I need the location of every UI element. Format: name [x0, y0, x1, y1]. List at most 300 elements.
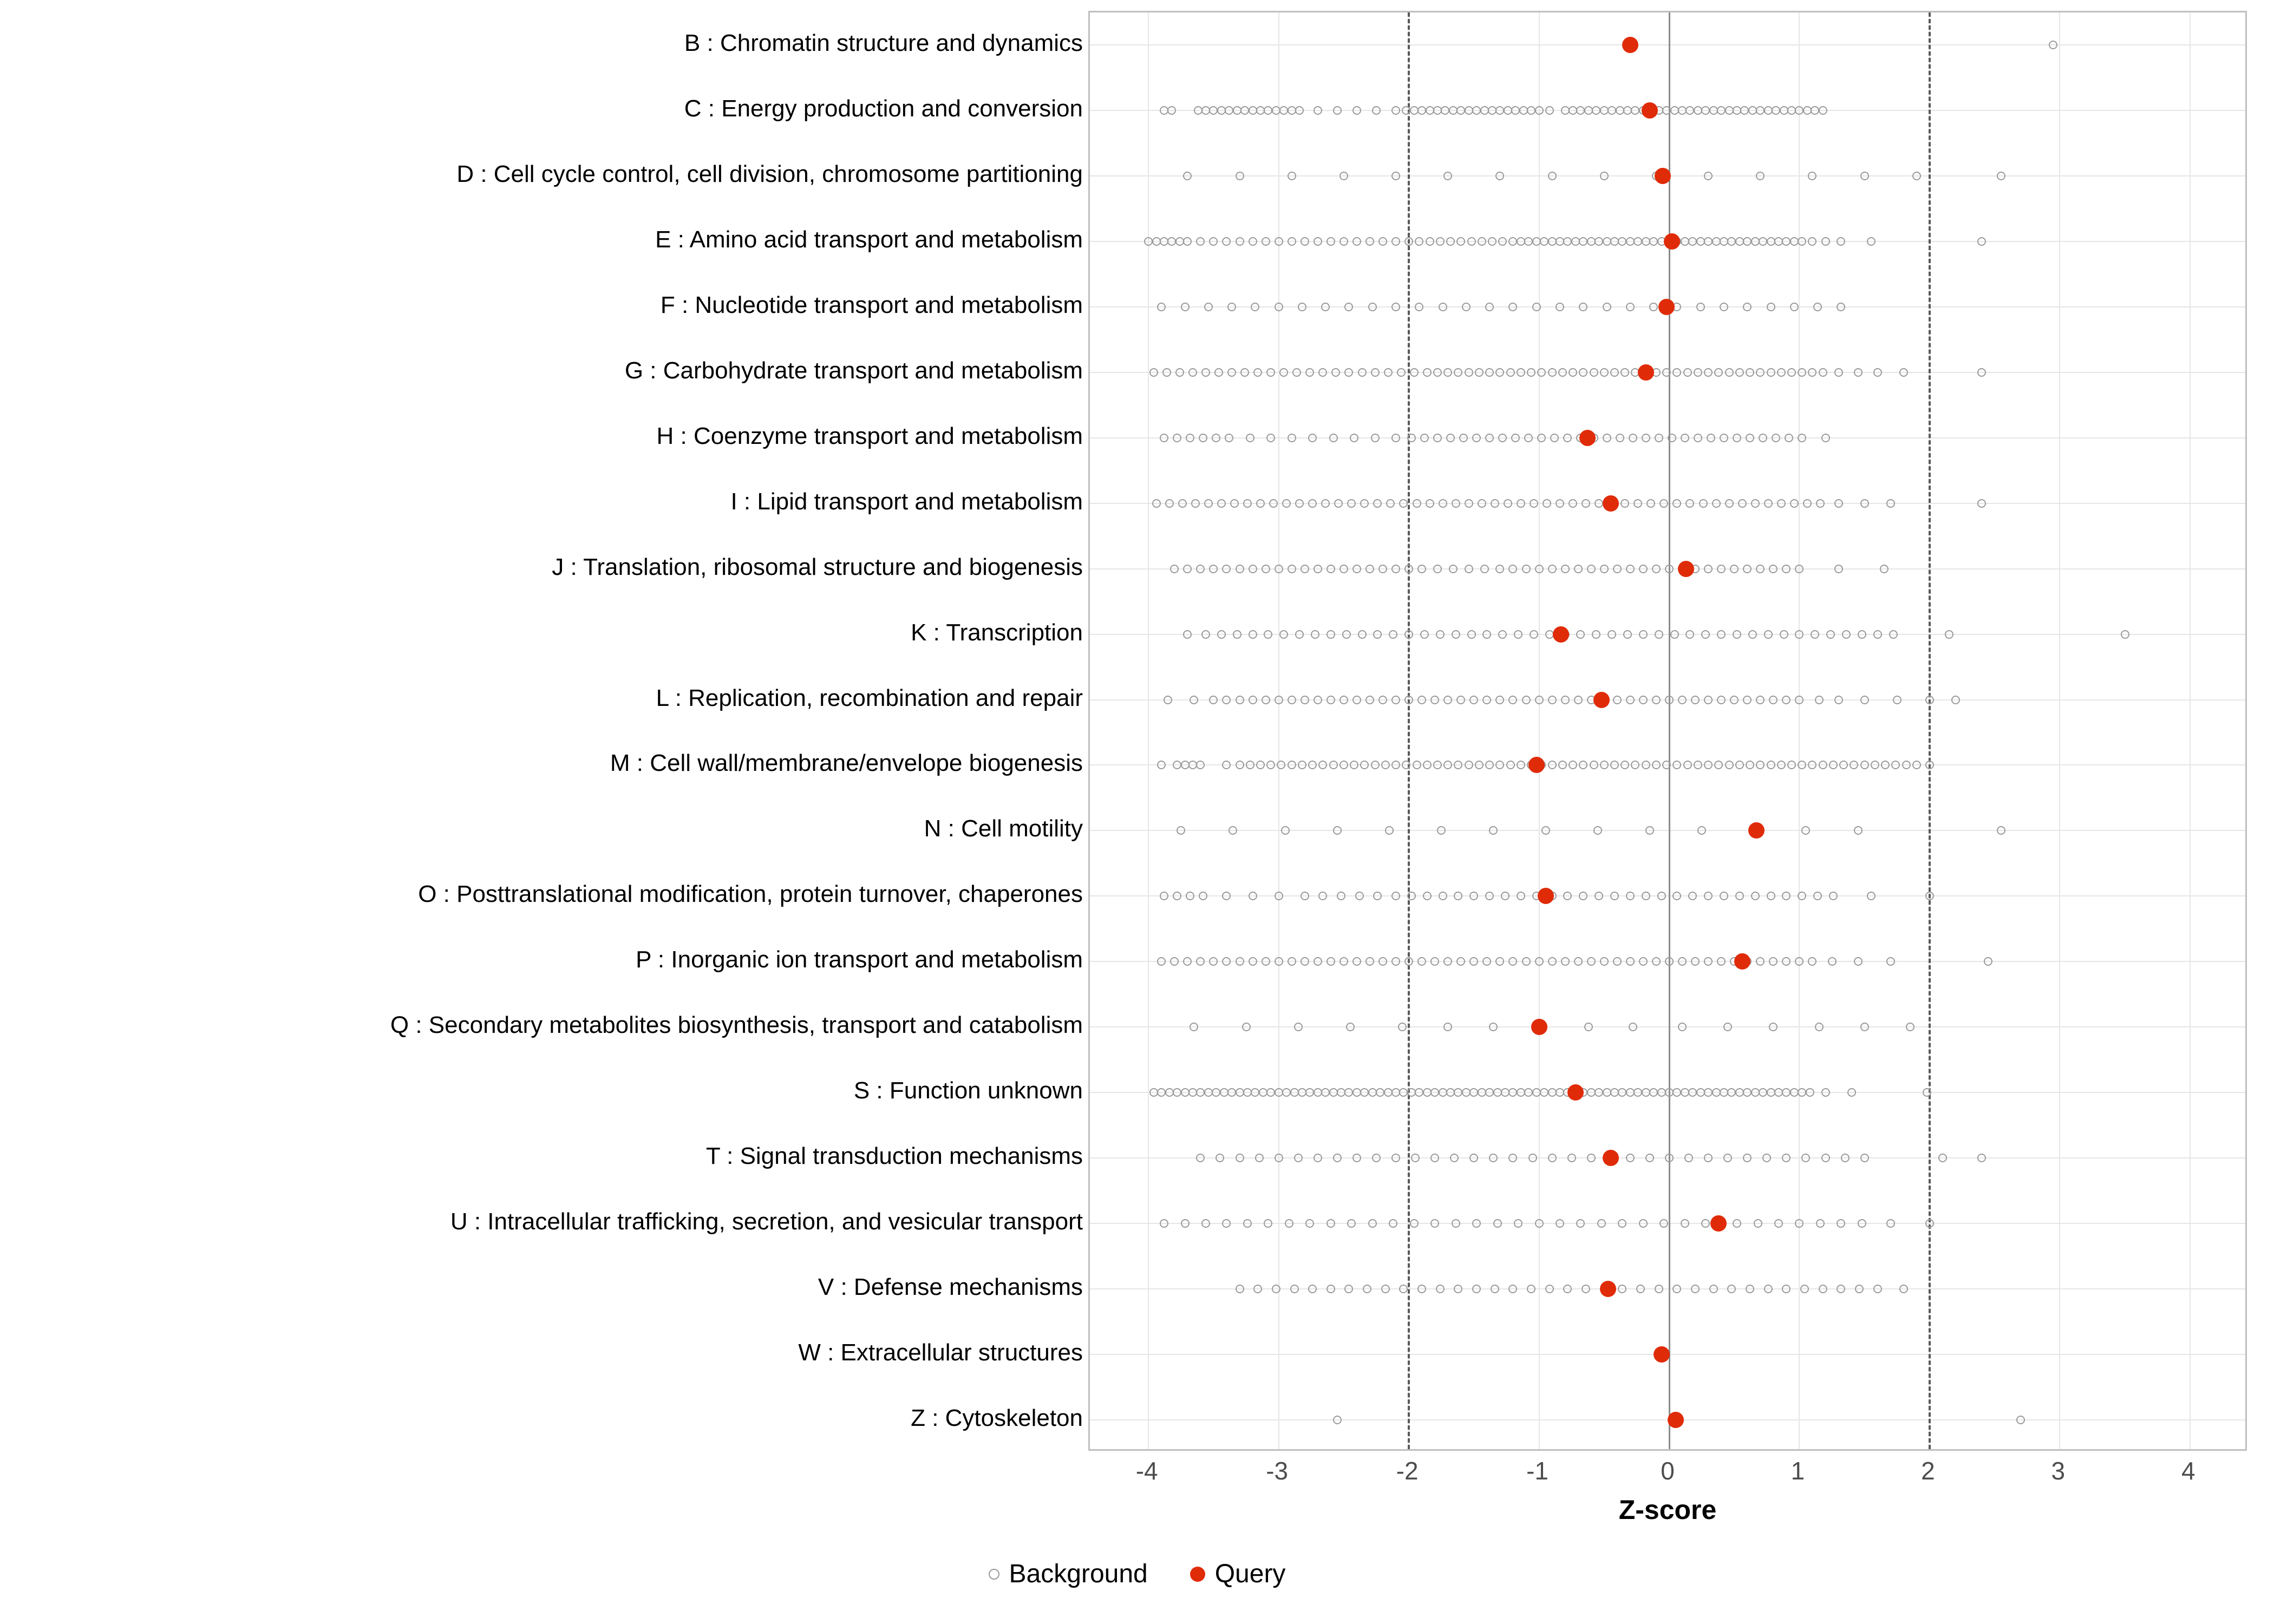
query-point — [1710, 1215, 1727, 1232]
background-point — [1600, 368, 1609, 377]
background-point — [1808, 368, 1816, 377]
background-point — [1764, 499, 1773, 508]
background-point — [1321, 499, 1330, 508]
background-point — [1436, 1285, 1445, 1293]
background-point — [1318, 761, 1327, 769]
background-point — [1725, 499, 1734, 508]
background-point — [1295, 106, 1304, 115]
reference-line-2 — [1929, 12, 1931, 1449]
background-point — [1511, 106, 1520, 115]
background-point — [1201, 630, 1210, 639]
background-point — [1456, 696, 1465, 704]
background-point — [1433, 368, 1442, 377]
background-point — [1819, 1285, 1827, 1293]
background-point — [1587, 957, 1596, 966]
background-point — [1269, 499, 1278, 508]
background-point — [1587, 565, 1596, 573]
background-point — [1467, 237, 1476, 246]
background-point — [1417, 106, 1426, 115]
background-point — [1694, 761, 1702, 769]
background-point — [1652, 565, 1661, 573]
background-point — [1344, 368, 1353, 377]
background-point — [1834, 499, 1843, 508]
background-point — [1798, 892, 1806, 900]
background-point — [1465, 761, 1473, 769]
background-point — [1782, 1285, 1791, 1293]
grid-line-vertical — [1799, 12, 1800, 1449]
background-point — [1285, 1219, 1293, 1228]
background-point — [1704, 1088, 1713, 1097]
background-point — [1579, 892, 1587, 900]
query-point — [1593, 692, 1610, 708]
background-point — [1592, 630, 1600, 639]
background-point — [1522, 565, 1531, 573]
background-point — [1333, 1416, 1342, 1424]
background-point — [1550, 434, 1559, 442]
background-point — [1373, 499, 1382, 508]
background-point — [1798, 368, 1806, 377]
background-point — [1743, 303, 1752, 311]
background-point — [2121, 630, 2129, 639]
background-point — [1495, 957, 1504, 966]
background-point — [1756, 696, 1765, 704]
background-point — [1423, 761, 1432, 769]
background-point — [1423, 368, 1432, 377]
background-point — [1314, 1154, 1322, 1162]
background-point — [1563, 1285, 1572, 1293]
background-point — [1262, 696, 1270, 704]
background-point — [1350, 434, 1358, 442]
background-point — [1294, 1154, 1303, 1162]
background-point — [1530, 630, 1538, 639]
background-point — [1759, 434, 1767, 442]
query-point — [1748, 822, 1765, 839]
background-point — [1582, 499, 1590, 508]
background-point — [1165, 499, 1174, 508]
background-point — [1548, 368, 1557, 377]
background-point — [1694, 434, 1702, 442]
background-point — [1373, 630, 1382, 639]
background-point — [1704, 565, 1713, 573]
category-label: P : Inorganic ion transport and metabolism — [636, 946, 1083, 973]
background-point — [1378, 565, 1387, 573]
background-point — [1508, 696, 1517, 704]
category-label: V : Defense mechanisms — [818, 1273, 1083, 1300]
background-point — [1756, 368, 1765, 377]
background-point — [1600, 172, 1609, 180]
background-point — [1508, 303, 1517, 311]
background-point — [1815, 1023, 1824, 1031]
background-point — [1665, 957, 1674, 966]
background-point — [1236, 1285, 1244, 1293]
background-point — [1626, 565, 1635, 573]
background-point — [1681, 434, 1689, 442]
background-point — [1288, 761, 1296, 769]
background-point — [1636, 1285, 1645, 1293]
background-point — [1201, 368, 1210, 377]
background-point — [1225, 434, 1233, 442]
background-point — [1540, 237, 1548, 246]
background-point — [1925, 696, 1934, 704]
query-point — [1531, 1019, 1547, 1035]
background-point — [1204, 499, 1213, 508]
background-point — [1236, 237, 1244, 246]
background-point — [1255, 1154, 1264, 1162]
background-point — [1769, 565, 1778, 573]
background-point — [1639, 696, 1648, 704]
legend-label-background: Background — [1009, 1560, 1148, 1588]
background-point — [1642, 761, 1650, 769]
background-point — [1411, 1154, 1420, 1162]
background-point — [1371, 368, 1380, 377]
background-point — [1672, 499, 1681, 508]
background-point — [1639, 565, 1648, 573]
background-point — [1314, 237, 1322, 246]
background-point — [1417, 1285, 1426, 1293]
background-point — [1772, 434, 1780, 442]
background-point — [1209, 565, 1218, 573]
background-point — [1196, 565, 1205, 573]
background-point — [1243, 499, 1252, 508]
background-point — [1645, 826, 1654, 835]
background-point — [1756, 172, 1765, 180]
background-point — [1645, 1154, 1654, 1162]
background-point — [1181, 1219, 1190, 1228]
background-point — [1233, 630, 1241, 639]
x-axis-title: Z-score — [1618, 1495, 1717, 1525]
background-point — [1365, 696, 1374, 704]
background-point — [1222, 892, 1231, 900]
background-point — [1209, 957, 1218, 966]
background-point — [1443, 696, 1452, 704]
background-point — [1717, 696, 1726, 704]
background-point — [1626, 696, 1635, 704]
background-point — [1723, 1154, 1732, 1162]
background-point — [1417, 696, 1426, 704]
category-label: L : Replication, recombination and repair — [656, 684, 1083, 711]
background-point — [1691, 957, 1700, 966]
query-point — [1567, 1084, 1584, 1101]
background-point — [1346, 1023, 1355, 1031]
background-point — [1275, 696, 1283, 704]
background-point — [1301, 957, 1309, 966]
grid-line-vertical — [1148, 12, 1149, 1449]
background-point — [1305, 1088, 1314, 1097]
category-label: J : Translation, ribosomal structure and biogenesis — [552, 553, 1083, 580]
background-point — [1808, 172, 1816, 180]
background-point — [2049, 41, 2057, 49]
background-point — [1837, 1285, 1845, 1293]
background-point — [1485, 761, 1494, 769]
background-point — [1222, 1219, 1231, 1228]
background-point — [1417, 565, 1426, 573]
background-point — [1164, 696, 1172, 704]
background-point — [1242, 1023, 1251, 1031]
background-point — [1517, 892, 1525, 900]
background-point — [1389, 1219, 1397, 1228]
background-point — [1756, 106, 1765, 115]
background-point — [1618, 1219, 1626, 1228]
background-point — [1735, 761, 1744, 769]
background-point — [1756, 957, 1765, 966]
background-point — [1746, 368, 1754, 377]
background-point — [1860, 172, 1869, 180]
background-point — [1668, 434, 1676, 442]
background-point — [1436, 237, 1445, 246]
background-point — [1610, 761, 1619, 769]
background-point — [1785, 434, 1793, 442]
background-point — [1489, 1154, 1498, 1162]
background-point — [1977, 499, 1986, 508]
category-axis-labels — [22, 11, 1083, 1451]
background-point — [1436, 630, 1445, 639]
background-point — [1808, 237, 1816, 246]
background-point — [1225, 106, 1233, 115]
background-point — [1485, 303, 1494, 311]
background-point — [1655, 434, 1663, 442]
background-point — [1339, 172, 1348, 180]
category-label: Z : Cytoskeleton — [911, 1404, 1083, 1431]
category-label: K : Transcription — [911, 619, 1083, 646]
background-point — [1854, 826, 1863, 835]
background-point — [1925, 892, 1934, 900]
background-point — [1834, 565, 1843, 573]
background-point — [1327, 565, 1335, 573]
background-point — [1498, 630, 1507, 639]
background-point — [1584, 1023, 1593, 1031]
background-point — [1720, 892, 1728, 900]
background-point — [1262, 237, 1270, 246]
background-point — [1462, 303, 1471, 311]
grid-line-horizontal — [1090, 1288, 2245, 1289]
reference-line-0 — [1669, 12, 1670, 1449]
x-tick-label: -4 — [1135, 1457, 1158, 1485]
background-point — [1498, 434, 1507, 442]
background-point — [1837, 303, 1845, 311]
background-point — [1733, 1219, 1741, 1228]
background-point — [1620, 499, 1629, 508]
background-point — [1704, 1154, 1713, 1162]
background-point — [1162, 368, 1171, 377]
background-point — [1699, 499, 1708, 508]
background-point — [1545, 106, 1554, 115]
background-point — [1743, 237, 1752, 246]
query-point — [1603, 1150, 1619, 1166]
background-point — [1688, 1088, 1697, 1097]
background-point — [1579, 237, 1587, 246]
background-point — [1288, 957, 1296, 966]
background-point — [1563, 434, 1572, 442]
background-point — [1545, 1285, 1554, 1293]
background-point — [1639, 630, 1648, 639]
background-point — [1535, 957, 1544, 966]
background-point — [1386, 499, 1395, 508]
background-point — [1391, 565, 1400, 573]
background-point — [1886, 499, 1895, 508]
background-point — [1517, 368, 1525, 377]
background-point — [1595, 499, 1603, 508]
background-point — [1819, 106, 1827, 115]
background-point — [1279, 630, 1288, 639]
background-point — [1543, 499, 1551, 508]
background-point — [1372, 106, 1381, 115]
background-point — [1204, 303, 1213, 311]
grid-line-vertical — [2190, 12, 2191, 1449]
background-point — [1688, 237, 1697, 246]
background-point — [1339, 565, 1348, 573]
background-point — [1495, 761, 1504, 769]
background-point — [1443, 761, 1452, 769]
background-point — [1264, 630, 1272, 639]
background-point — [1157, 303, 1166, 311]
query-point — [1654, 1346, 1670, 1363]
background-point — [1222, 696, 1231, 704]
category-label: S : Function unknown — [853, 1077, 1083, 1104]
background-point — [1157, 1088, 1166, 1097]
background-point — [1688, 892, 1697, 900]
background-point — [1558, 761, 1567, 769]
background-point — [1556, 303, 1564, 311]
chart-legend — [0, 1559, 2274, 1589]
background-point — [1945, 630, 1953, 639]
background-point — [1190, 696, 1198, 704]
background-point — [1735, 892, 1744, 900]
background-point — [1430, 1219, 1439, 1228]
background-point — [1678, 696, 1687, 704]
background-point — [1842, 630, 1851, 639]
background-point — [1246, 761, 1254, 769]
background-point — [1769, 1023, 1778, 1031]
background-point — [1485, 1088, 1494, 1097]
background-point — [1795, 696, 1803, 704]
background-point — [1188, 368, 1197, 377]
background-point — [1201, 1219, 1210, 1228]
background-point — [1723, 1023, 1732, 1031]
background-point — [1478, 499, 1486, 508]
background-point — [1633, 499, 1642, 508]
background-point — [1537, 368, 1546, 377]
background-point — [1623, 630, 1632, 639]
background-point — [1352, 957, 1361, 966]
background-point — [1173, 761, 1181, 769]
background-point — [1574, 957, 1583, 966]
background-point — [1798, 237, 1806, 246]
background-point — [1298, 761, 1306, 769]
grid-line-horizontal — [1090, 44, 2245, 45]
background-point — [1389, 630, 1397, 639]
background-point — [1385, 826, 1394, 835]
background-point — [1222, 957, 1231, 966]
background-point — [1639, 957, 1648, 966]
background-point — [1691, 696, 1700, 704]
background-point — [1772, 106, 1780, 115]
background-point — [1465, 499, 1473, 508]
grid-line-vertical — [1278, 12, 1279, 1449]
background-point — [1472, 106, 1481, 115]
background-point — [1266, 1088, 1275, 1097]
background-point — [1352, 237, 1361, 246]
background-point — [1378, 696, 1387, 704]
background-point — [1430, 957, 1439, 966]
background-point — [1399, 1285, 1408, 1293]
background-point — [1522, 957, 1531, 966]
background-point — [1301, 696, 1309, 704]
background-point — [1579, 368, 1587, 377]
background-point — [1454, 761, 1462, 769]
background-point — [1858, 630, 1866, 639]
open-circle-icon — [989, 1569, 999, 1580]
background-point — [1633, 1088, 1642, 1097]
background-point — [1977, 237, 1986, 246]
query-point — [1638, 364, 1654, 381]
category-label: U : Intracellular trafficking, secretion, and vesicular transport — [450, 1208, 1083, 1235]
background-point — [1469, 696, 1478, 704]
background-point — [1672, 892, 1681, 900]
background-point — [1815, 696, 1824, 704]
background-point — [1860, 1023, 1869, 1031]
background-point — [1527, 106, 1535, 115]
background-point — [1371, 761, 1380, 769]
background-point — [1613, 696, 1622, 704]
category-label: W : Extracellular structures — [798, 1339, 1083, 1366]
background-point — [1608, 106, 1616, 115]
background-point — [1626, 1154, 1635, 1162]
background-point — [1548, 761, 1557, 769]
background-point — [1294, 1023, 1303, 1031]
background-point — [1288, 434, 1296, 442]
background-point — [1889, 630, 1898, 639]
background-point — [1620, 368, 1629, 377]
background-point — [1678, 1023, 1687, 1031]
background-point — [1795, 630, 1803, 639]
background-point — [1472, 1285, 1481, 1293]
background-point — [1886, 957, 1895, 966]
background-point — [1318, 892, 1327, 900]
background-point — [1469, 1088, 1478, 1097]
background-point — [1489, 826, 1498, 835]
background-point — [1249, 957, 1257, 966]
background-point — [1251, 1088, 1259, 1097]
background-point — [1659, 1219, 1668, 1228]
background-point — [1563, 892, 1572, 900]
background-point — [1777, 761, 1786, 769]
background-point — [1821, 1088, 1830, 1097]
background-point — [1339, 957, 1348, 966]
background-point — [1759, 237, 1767, 246]
background-point — [1798, 434, 1806, 442]
background-point — [1334, 499, 1343, 508]
background-point — [1378, 957, 1387, 966]
background-point — [1535, 1219, 1544, 1228]
background-point — [1314, 957, 1322, 966]
background-point — [1880, 565, 1889, 573]
background-point — [1314, 106, 1322, 115]
background-point — [1743, 696, 1752, 704]
background-point — [1652, 761, 1661, 769]
background-point — [1391, 1154, 1400, 1162]
background-point — [1495, 172, 1504, 180]
background-point — [1183, 957, 1192, 966]
background-point — [1839, 761, 1848, 769]
background-point — [1665, 565, 1674, 573]
background-point — [1358, 630, 1367, 639]
background-point — [1769, 696, 1778, 704]
background-point — [1350, 761, 1358, 769]
background-point — [1730, 696, 1739, 704]
background-point — [1642, 434, 1650, 442]
background-point — [1854, 368, 1863, 377]
background-point — [1530, 499, 1538, 508]
